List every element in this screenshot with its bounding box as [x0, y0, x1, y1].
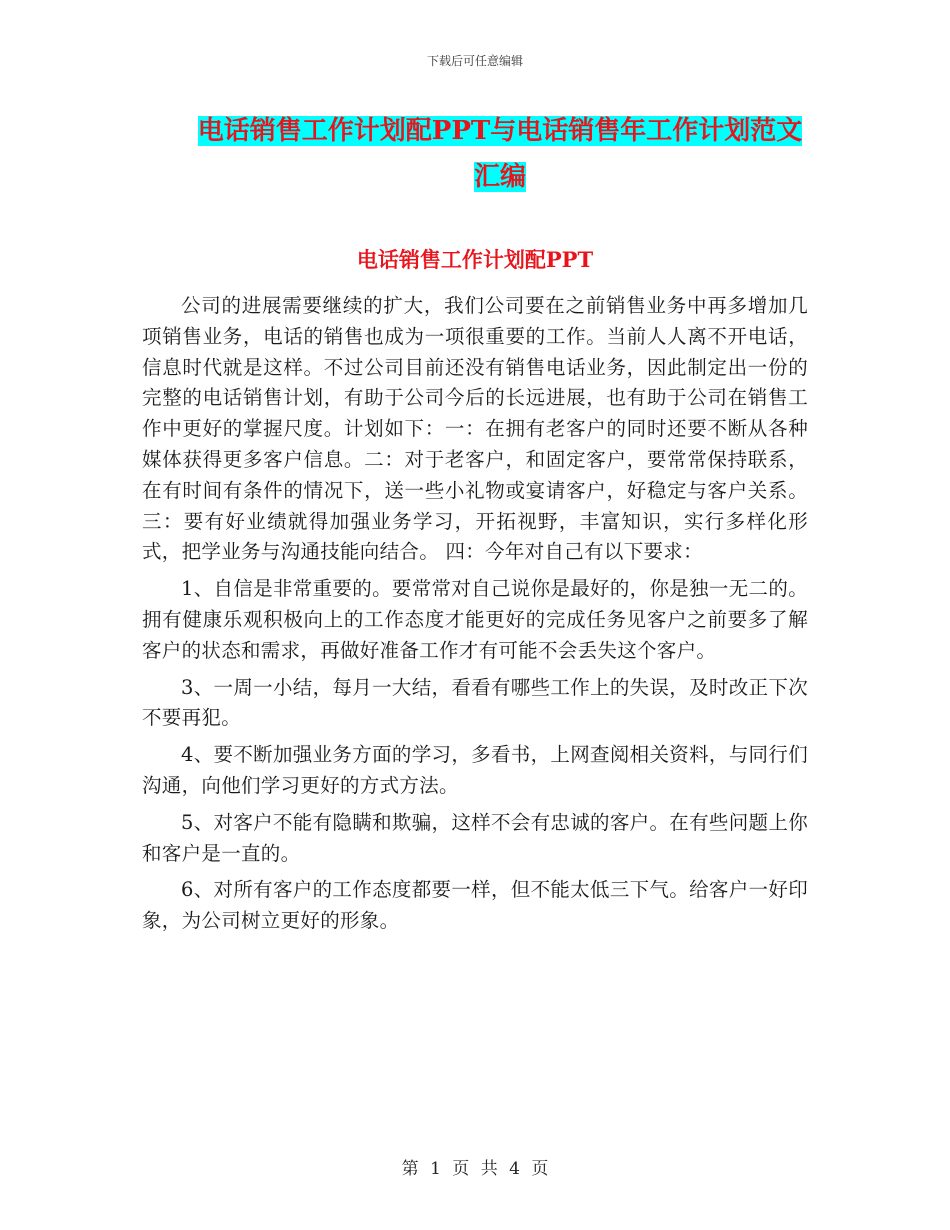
list-item-3: 3、一周一小结，每月一大结，看看有哪些工作上的失误，及时改正下次不要再犯。	[142, 675, 808, 730]
list-item-6: 6、对所有客户的工作态度都要一样，但不能太低三下气。给客户一好印象，为公司树立更好的形象。	[142, 878, 808, 933]
page-number-footer: 第 1 页 共 4 页	[401, 1159, 549, 1179]
intro-paragraph: 公司的进展需要继续的扩大，我们公司要在之前销售业务中再多增加几项销售业务，电话的销售也成为一项很重要的工作。当前人人离不开电话，信息时代就是这样。不过公司目前还没有销售电话业务，因此制定出一份的完整的电话销售计划，有助于公司今后的长远进展，也有助于公司在销售工作中更好的掌握尺度。计划如下：一：在拥有老客户的同时还要不断从各种媒体获得更多客户信息。二：对于老客户，和固定客户，要常常保持联系，在有时间有条件的情况下，送一些小礼物或宴请客户，好稳定与客户关系。三：要有好业绩就得加强业务学习，开拓视野，丰富知识，实行多样化形式，把学业务与沟通技能向结合。 四：今年对自己有以下要求：	[142, 294, 808, 564]
document-title-line-1: 电话销售工作计划配PPT与电话销售年工作计划范文	[197, 116, 803, 146]
page-header-note: 下载后可任意编辑	[426, 54, 523, 68]
section-heading: 电话销售工作计划配PPT	[356, 247, 594, 272]
document-body	[142, 291, 808, 943]
list-item-5: 5、对客户不能有隐瞒和欺骗，这样不会有忠诚的客户。在有些问题上你和客户是一直的。	[142, 810, 808, 865]
list-item-1: 1、自信是非常重要的。要常常对自己说你是最好的，你是独一无二的。拥有健康乐观积极向上的工作态度才能更好的完成任务见客户之前要多了解客户的状态和需求，再做好准备工作才有可能不会丢失这个客户。	[142, 577, 808, 662]
document-title-line-2: 汇编	[473, 162, 526, 192]
list-item-4: 4、要不断加强业务方面的学习，多看书，上网查阅相关资料，与同行们沟通，向他们学习更好的方式方法。	[142, 743, 808, 797]
document-title	[190, 108, 810, 200]
